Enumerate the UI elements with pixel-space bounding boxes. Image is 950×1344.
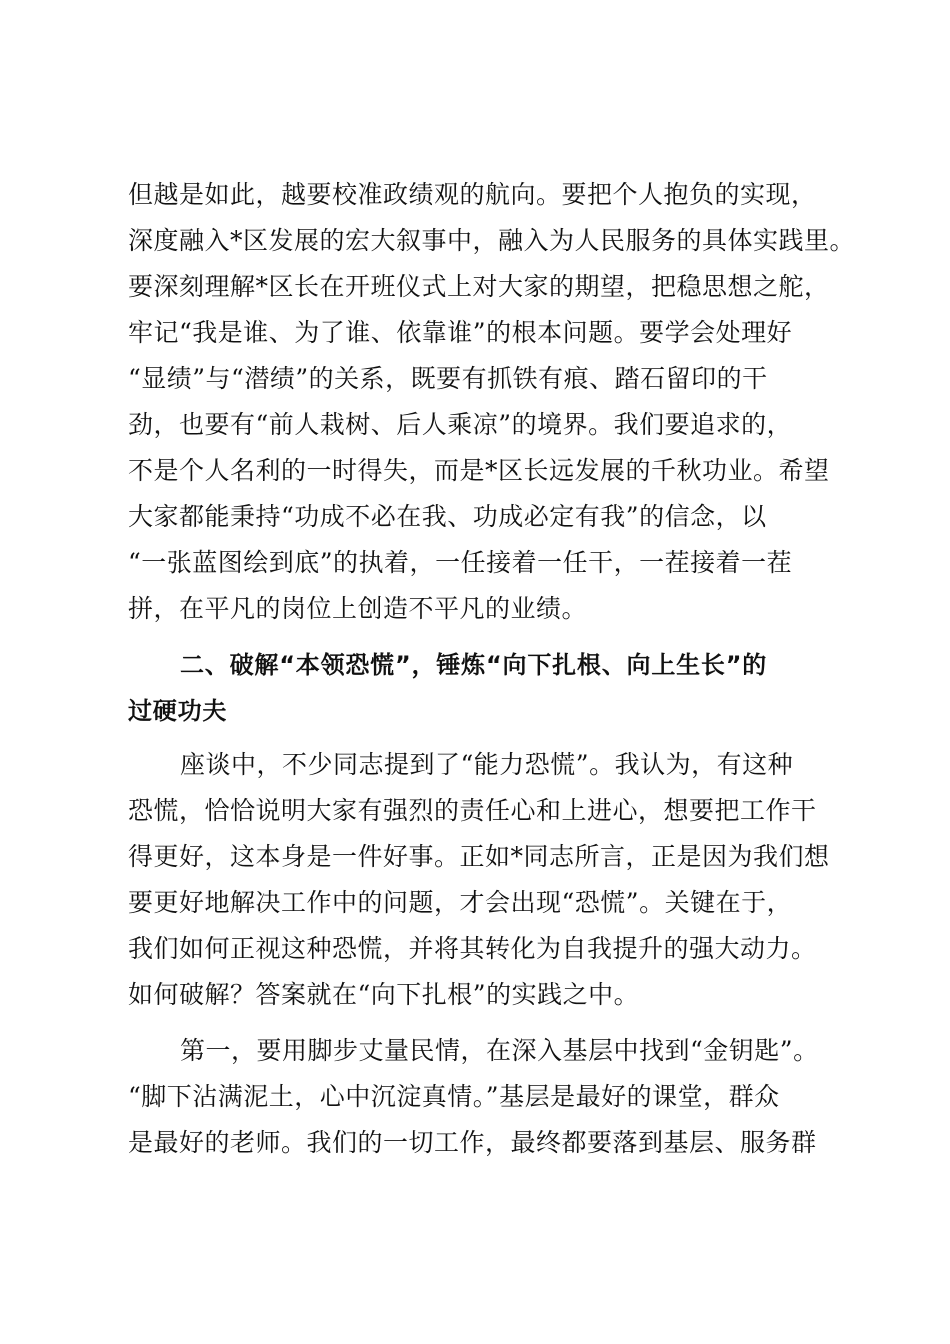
text-line: “显绩”与“潜绩”的关系，既要有抓铁有痕、踏石留印的干 bbox=[128, 364, 768, 393]
text-line: 是最好的老师。我们的一切工作，最终都要落到基层、服务群 bbox=[128, 1128, 817, 1157]
text-line: “一张蓝图绘到底”的执着，一任接着一任干，一茬接着一茬 bbox=[128, 548, 793, 577]
text-line: “脚下沾满泥土，心中沉淀真情。”基层是最好的课堂，群众 bbox=[128, 1082, 780, 1111]
text-line: 劲，也要有“前人栽树、后人乘凉”的境界。我们要追求的， bbox=[128, 410, 793, 439]
text-line: 大家都能秉持“功成不必在我、功成必定有我”的信念，以 bbox=[128, 502, 767, 531]
text-line: 要更好地解决工作中的问题，才会出现“恐慌”。关键在于， bbox=[128, 888, 793, 917]
text-line: 但越是如此，越要校准政绩观的航向。要把个人抱负的实现， bbox=[128, 180, 817, 209]
text-line: 深度融入*区发展的宏大叙事中，融入为人民服务的具体实践里。 bbox=[128, 226, 856, 255]
text-line: 不是个人名利的一时得失，而是*区长远发展的千秋功业。希望 bbox=[128, 456, 830, 485]
text-line: 我们如何正视这种恐慌，并将其转化为自我提升的强大动力。 bbox=[128, 934, 817, 963]
heading-line: 过硬功夫 bbox=[128, 697, 228, 725]
text-line: 得更好，这本身是一件好事。正如*同志所言，正是因为我们想 bbox=[128, 842, 830, 871]
text-line: 拼，在平凡的岗位上创造不平凡的业绩。 bbox=[128, 594, 588, 623]
text-line: 恐慌，恰恰说明大家有强烈的责任心和上进心，想要把工作干 bbox=[128, 796, 817, 825]
text-line: 牢记“我是谁、为了谁、依靠谁”的根本问题。要学会处理好 bbox=[128, 318, 793, 347]
heading-line: 二、破解“本领恐慌”，锤炼“向下扎根、向上生长”的 bbox=[180, 651, 768, 679]
text-line: 要深刻理解*区长在开班仪式上对大家的期望，把稳思想之舵， bbox=[128, 272, 830, 301]
text-line: 如何破解？答案就在“向下扎根”的实践之中。 bbox=[128, 980, 640, 1009]
text-line: 第一，要用脚步丈量民情，在深入基层中找到“金钥匙”。 bbox=[180, 1036, 819, 1065]
text-line: 座谈中，不少同志提到了“能力恐慌”。我认为，有这种 bbox=[180, 750, 794, 779]
